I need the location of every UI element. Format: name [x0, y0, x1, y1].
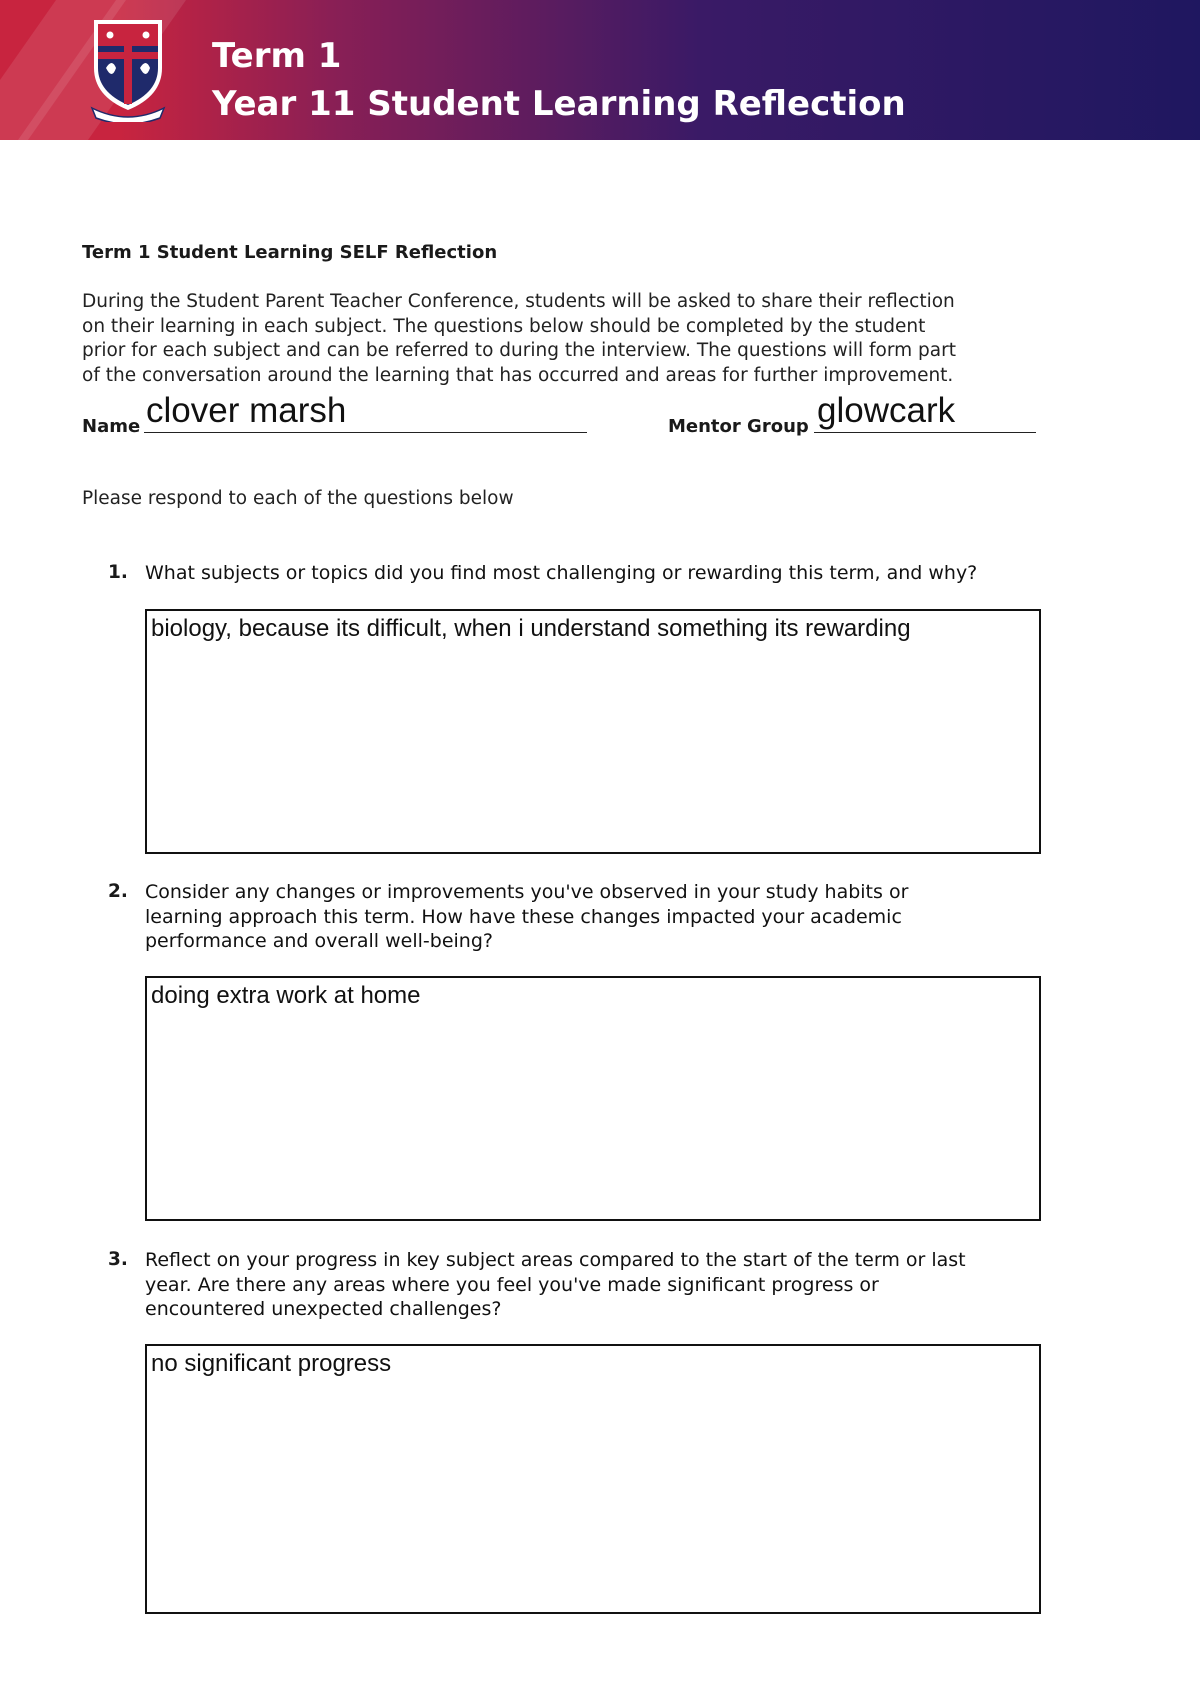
mentor-group-label: Mentor Group	[668, 416, 809, 437]
answer-3-text: no significant progress	[151, 1350, 392, 1377]
question-line: performance and overall well-being?	[145, 930, 493, 952]
name-underline	[144, 432, 587, 433]
question-line: What subjects or topics did you find most challenging or rewarding this term, and why?	[145, 562, 978, 584]
question-line: encountered unexpected challenges?	[145, 1298, 502, 1320]
intro-line: prior for each subject and can be referred to during the interview. The questions will form part	[82, 340, 956, 361]
banner-title	[212, 32, 906, 128]
question-3-text	[145, 1248, 1045, 1322]
header-banner	[0, 0, 1200, 140]
answer-1-box[interactable]	[145, 609, 1041, 854]
school-crest-icon	[88, 16, 168, 122]
banner-term: Term 1	[212, 36, 342, 76]
mentor-group-field[interactable]: glowcark	[817, 391, 956, 430]
intro-paragraph	[82, 290, 1042, 388]
name-label: Name	[82, 416, 141, 437]
question-line: learning approach this term. How have these changes impacted your academic	[145, 905, 902, 928]
intro-line: of the conversation around the learning that has occurred and areas for further improvement.	[82, 364, 954, 386]
answer-2-box[interactable]	[145, 976, 1041, 1221]
question-line: Reflect on your progress in key subject areas compared to the start of the term or last	[145, 1249, 966, 1271]
respond-instruction: Please respond to each of the questions below	[82, 488, 514, 509]
mentor-group-underline	[814, 432, 1036, 433]
question-2-text	[145, 880, 1045, 954]
question-1-number: 1.	[108, 562, 128, 583]
name-field[interactable]: clover marsh	[146, 391, 347, 430]
intro-line: During the Student Parent Teacher Conference, students will be asked to share their reflection	[82, 291, 955, 312]
banner-heading: Year 11 Student Learning Reflection	[212, 84, 906, 124]
question-line: Consider any changes or improvements you've observed in your study habits or	[145, 881, 909, 903]
question-line: year. Are there any areas where you feel you've made significant progress or	[145, 1273, 879, 1296]
question-3-number: 3.	[108, 1249, 128, 1270]
answer-1-text: biology, because its difficult, when i understand something its rewarding	[151, 615, 911, 642]
question-1-text	[145, 561, 1045, 586]
section-title: Term 1 Student Learning SELF Reflection	[82, 242, 498, 263]
answer-2-text: doing extra work at home	[151, 982, 421, 1009]
answer-3-box[interactable]	[145, 1344, 1041, 1614]
intro-line: on their learning in each subject. The questions below should be completed by the student	[82, 315, 926, 337]
question-2-number: 2.	[108, 881, 128, 902]
